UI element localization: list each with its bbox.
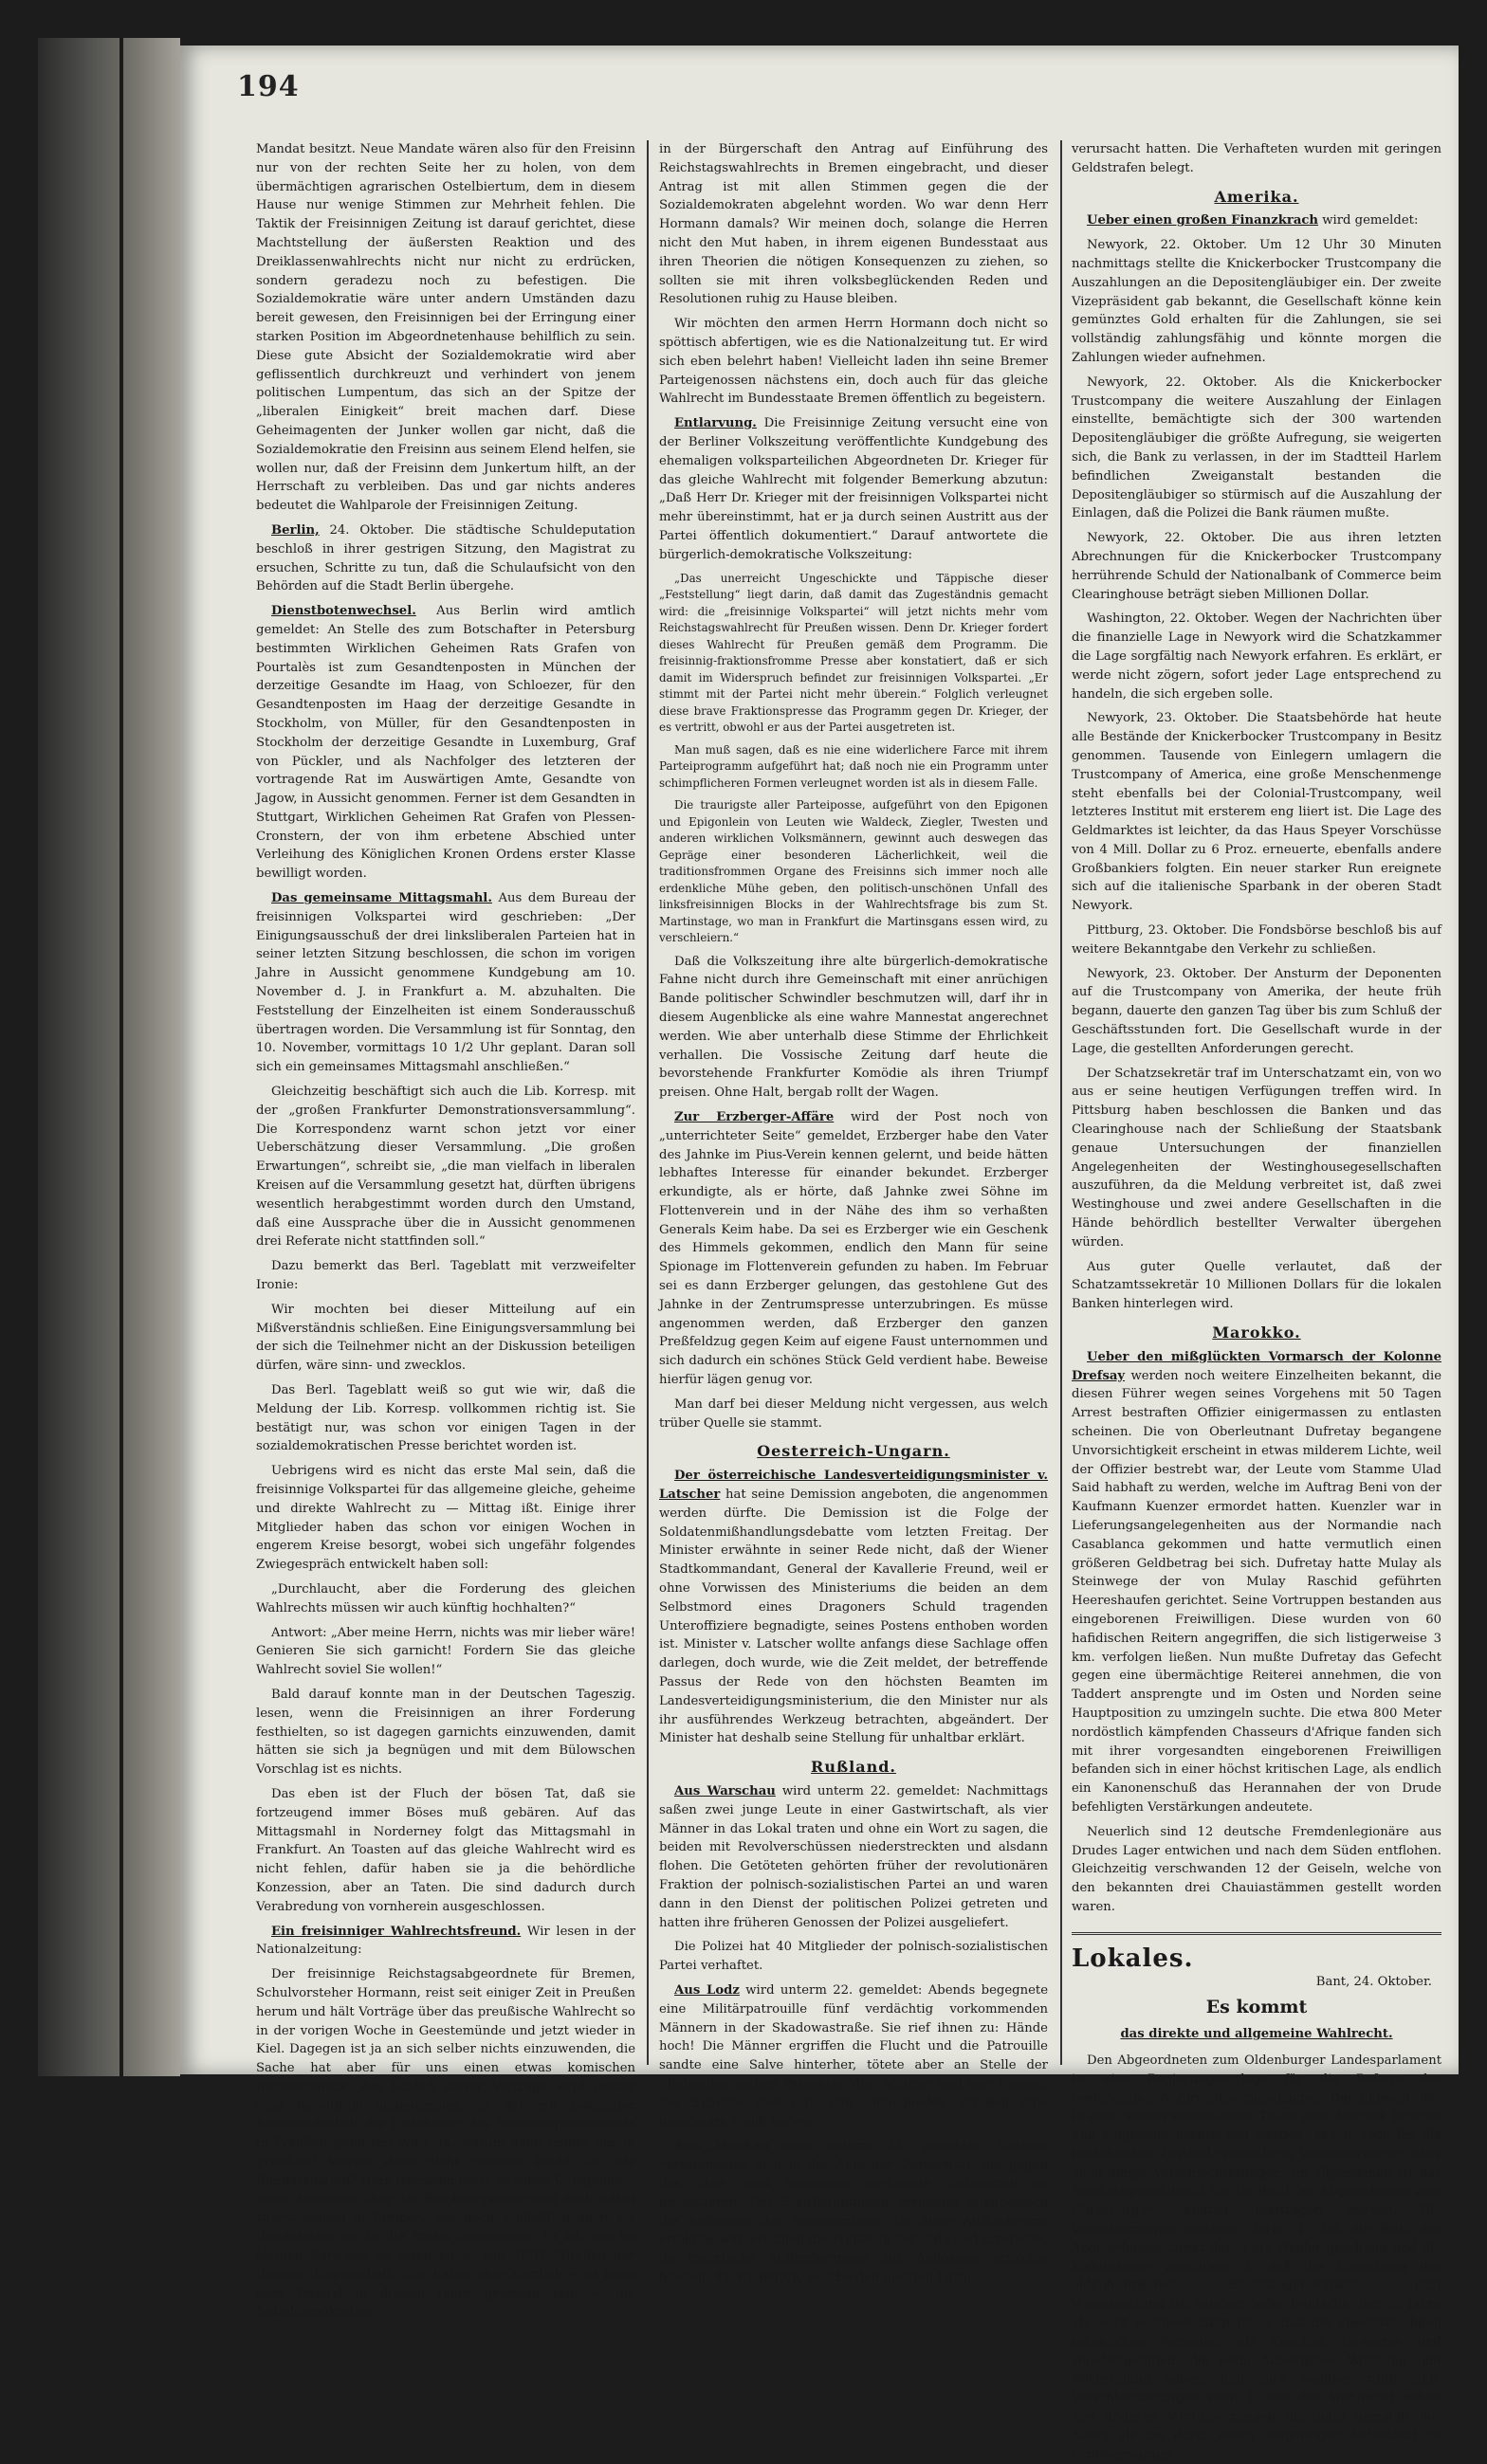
article-lead: Entlarvung. (674, 416, 757, 431)
article-text: verursacht hatten. Die Verhafteten wurden mit geringen Geldstrafen belegt. (1072, 142, 1441, 175)
article-lead: Berlin, (271, 522, 320, 538)
book-binding (38, 38, 180, 2076)
article-text: Daß die Volkszeitung ihre alte bürgerlich-demokratische Fahne nicht durch ihre Gemeinschaft mit einer anrüchigen Bande politischer Schwindler beschmutzen will, darf ihr in diesem Augenblicke als eine wahre Mannestat angerechnet werden. Wie aber unterhalb diese Stimme der Ehrlichkeit verhallen. Die Vossische Zeitung darf heute die bevorstehende Frankfurter Komödie als ihren Triumpf preisen. Ohne Halt, bergab rollt der Wagen. (659, 954, 1048, 1101)
article-moskau (659, 2137, 1048, 2287)
article-text: Der freisinnige Reichstagsabgeordnete für Bremen, Schulvorsteher Hormann, reist seit einiger Zeit in Preußen herum und hält Vorträge über das preußische Wahlrecht so in der vorigen Woche in Geestemünde und jetzt wieder in Kiel. Dagegen ist ja an sich selber nichts einzuwenden, die Sache hat aber für uns einen etwas komischen Beigeschmack: Am Schluß dieser Vorträge wird immer eine Resolution angenommen, in der mit bekannter Entschiedenheit die Einführung des Reichstagswahlrechts in Preußen gefordert wird. Ja, warum denn immer nur in Preußen? Warum denn nicht gleiches Recht für alle Bundesstaaten? Herr Hormann hätte so schon Gelegenheit, seine Ansichten über das Reichstagswahlrecht doch selbst zuerst einmal in Bremen, das doch schließlich auch ein Bundesstaat ist, in die Praxis umzusetzen. Er ist, wie im kleinen Kärtchen zu lesen steht, seit 1897 Mitglied der Bremer Bürgerschaft. Nun haben aber kürzlich — es kann kein Zweifel in diesem Jahre gewesen sein — die Sozialdemokraten (256, 1967, 635, 2320)
quoted-text: „Das unerreicht Ungeschickte und Täppische dieser „Feststellung“ liegt darin, daß damit das Zugeständnis gemacht wird: die „freisinnige Volkspartei“ will jetzt nichts mehr vom Reichstagswahlrecht für Preußen wissen. Denn Dr. Krieger fordert dieses Wahlrecht für Preußen gemäß dem Programm. Die freisinnig-fraktionsfromme Presse aber konstatiert, daß er sich damit im Widerspruch befindet zur freisinnigen Volkspartei. „Er stimmt mit der Partei nicht mehr überein.“ Folglich verleugnet diese brave Fraktionspresse das Programm gegen Dr. Krieger, der es vertritt, obwohl er aus der Partei ausgetreten ist. (659, 571, 1048, 735)
quoted-text: Man muß sagen, daß es nie eine widerlichere Farce mit ihrem Parteiprogramm aufgeführt hat; daß noch nie ein Programm unter schimpflicheren Formen verleugnet worden ist als in diesem Falle. (659, 742, 1048, 790)
column-divider-1 (647, 140, 649, 2065)
article-text: hat seine Demission angeboten, die angenommen werden dürfte. Die Demission ist die Folge der Soldatenmißhandlungsdebatte vom letzten Freitag. Der Minister erwähnte in seiner Rede nicht, daß der Wiener Stadtkommandant, General der Kavallerie Freund, weil er ohne Vorwissen des Ministeriums die beiden an dem Selbstmord eines Dragoners Schuld tragenden Unteroffiziere begnadigte, seines Postens enthoben worden ist. Minister v. Latscher wollte anfangs diese Sachlage offen darlegen, doch wurde, wie die Zeit meldet, der betreffende Passus der Rede von den höchsten Beamten im Landesverteidigungsministerium, die den Minister nur als ihr ausführendes Werkzeug betrachten, abgeändert. Der Minister hat deshalb seine Stellung für unhaltbar erklärt. (659, 1488, 1048, 1746)
article-text: Aus Berlin wird amtlich gemeldet: An Stelle des zum Botschafter in Petersburg bestimmten Wirklichen Geheimen Rats Grafen von Pourtalès ist zum Gesandtenposten in München der derzeitige Gesandte im Haag, von Schloezer, für den Gesandtenposten im Haag der derzeitige Gesandte in Stockholm, von Müller, für den Gesandtenposten in Stockholm der derzeitige Gesandte in Luxemburg, Graf von Pückler, und als Nachfolger des letzteren der vortragende Rat im Auswärtigen Amte, Gesandte von Jagow, in Aussicht genommen. Ferner ist dem Gesandten in Stuttgart, Wirklichen Geheimen Rat Grafen von Plessen-Cronstern, der von ihm erbetene Abschied unter Verleihung des Königlichen Kronen Ordens erster Klasse bewilligt worden. (256, 604, 635, 882)
article-text: Aus guter Quelle verlautet, daß der Schatzamtssekretär 10 Millionen Dollars für die lokalen Banken hinterlegen wird. (1072, 1259, 1441, 1312)
column-2 (659, 140, 1049, 2285)
article-lead: Aus Moskau (674, 2139, 770, 2154)
article-text: Wir lesen in der Nationalzeitung: (256, 1924, 635, 1958)
article-text: Den Abgeordneten zum Oldenburger Landesparlament ist eine Regierungsvorlage für die Reform des bestehenden Wahlrechtes zugegangen. Der Entwurf, der in allen seinen wesentlichen Teilen zum Abdruck bringen und eingehend besprechen werden, bringt auch für die bestehenden Zustand wesentliche Verbesserungen, aber auch einige Verschlechterungen. Im allgemeinen ist das Reichstagswahlrecht für die Wahl der Abgeordneten zum Oldenburger Landtag übertragen worden. Die Verbesserungen bestehen darin: 1. daß die Wahl der Abgeordneten direkt durch die Wähler geschieht und die Wahlmänner wegfallen; 2. daß die Erwerbung der oldenburgischen Staatsangehörigkeit nicht Voraussetzung ist, sondern jeder Deutsche, der 25 Jahre alt, auch wahlberechtigt ist; 3. daß die unselbständigen männlichen Personen, als Knechte, Gewerbe- und Handelsgehilfen, die beim Arbeitgeber Wohnung und Beköstigung haben, nun auch wahlberechtigt sind. Verschlechterungen sind: 1. daß das Wahlrecht neben den anderen Voraussetzungen abhängig gemacht des Alters als um durch einen dreijährigen Aufenthalt im Großherzogtum (1072, 2053, 1441, 2462)
article-lead: Dienstbotenwechsel. (271, 604, 416, 619)
article-warschau (659, 1782, 1048, 1932)
article-erzberger (659, 1108, 1048, 1390)
article-headline: Es kommt (1205, 1997, 1308, 2018)
article-lead: Der österreichische Landesverteidigungsminister v. Latscher (659, 1469, 1048, 1503)
article-mittagsmahl (256, 889, 635, 1077)
article-berlin (256, 521, 635, 596)
article-latscher (659, 1467, 1048, 1748)
article-text: Uebrigens wird es nicht das erste Mal sein, daß die freisinnige Volkspartei für das allgemeine gleiche, geheime und direkte Wahlrecht zu — Mittag ißt. Einige ihrer Mitglieder haben das schon vor einigen Wochen in engerem Kreise besorgt, wobei sich ungefähr folgendes Zwiegespräch entwickelt haben soll: (256, 1464, 635, 1573)
article-text: „Durchlaucht, aber die Forderung des gleichen Wahlrechts müssen wir auch künftig hochhalten?“ (256, 1581, 635, 1615)
article-text: 24. Oktober. Die städtische Schuldeputation beschloß in ihrer gestrigen Sitzung, den Magistrat zu ersuchen, Schritte zu tun, daß die Schulaufsicht von den Behörden auf die Stadt Berlin übergehe. (256, 522, 635, 594)
article-lodz (659, 1981, 1048, 2131)
dateline: Bant, 24. Oktober. (1315, 1974, 1432, 1989)
article-text: Newyork, 23. Oktober. Der Ansturm der Deponenten auf die Trustcompany von Amerika, der heute früh begann, dauerte den ganzen Tag über bis zum Schluß der Geschäftsstunden fort. Die Gesellschaft wurde in der Lage, die gestellten Anforderungen gerecht. (1072, 966, 1441, 1056)
article-text: Newyork, 22. Oktober. Um 12 Uhr 30 Minuten nachmittags stellte die Knickerbocker Trustcompany die Auszahlungen an die Depositengläubiger ein. Der zweite Vizepräsident gab bekannt, die Gesellschaft könne kein gemünztes Gold erhalten für die Zahlungen, sie sei vollständig zahlungsfähig und könnte morgen die Zahlungen wieder aufnehmen. (1072, 238, 1441, 365)
article-text: wird unterm 23. gemeldet: Gestern versammelten sich in der Aula der Universität, um gegen das über zwei Studenten verhängte Todesurteil zu protestieren. Der Stadthauptmann verlangte telephonisch die Auflösung der Versammlung. Da diese Aufforderung erfolglos war, erschien die Polizei in der Aula und arretierte, da mehrfache Aufforderungen zur Auflösung erfolglos blieben, 41 Studenten, welche den meisten Lärm (659, 2139, 1048, 2285)
article-lead: Ueber einen großen Finanzkrach (1087, 213, 1318, 228)
quoted-text: Die traurigste aller Parteiposse, aufgeführt von den Epigonen und Epigonlein von Leuten wie Waldeck, Ziegler, Twesten und anderen wirklichen Volksmännern, gewinnt auch deswegen das Gepräge einer besonderen Lächerlichkeit, weil die traditionsfrommen Organe des Freisinns sich immer noch alle erdenkliche Mühe geben, den politisch-unschönen Unfall des linksfreisinnigen Blocks in der Wahlrechtsfrage bis zum St. Martinstage, wo man in Frankfurt die Martinsgans essen wird, zu verschleiern.“ (659, 798, 1048, 945)
article-lead: Das gemeinsame Mittagsmahl. (271, 891, 492, 906)
article-subheadline: das direkte und allgemeine Wahlrecht. (1120, 2027, 1393, 2042)
article-text: Das Berl. Tageblatt weiß so gut wie wir, daß die Meldung der Lib. Korresp. vollkommen richtig ist. Sie bestätigt nur, was schon vor einigen Tagen in der sozialdemokratischen Presse berichtet worden ist. (256, 1383, 635, 1454)
article-text: Pittburg, 23. Oktober. Die Fondsbörse beschloß bis auf weitere Bekanntgabe den Verkehr zu schließen. (1072, 923, 1441, 957)
article-lead: Aus Lodz (674, 1982, 740, 1998)
section-heading-marokko: Marokko. (1212, 1323, 1301, 1342)
section-heading-oesterreich: Oesterreich-Ungarn. (757, 1442, 950, 1461)
article-text: Newyork, 22. Oktober. Die aus ihren letzten Abrechnungen für die Knickerbocker Trustcompany herrührende Schuld der Nationalbank of Commerce beim Clearinghouse beträgt sieben Millionen Dollar. (1072, 531, 1441, 602)
article-text: wird gemeldet: (1322, 213, 1419, 228)
article-text: Newyork, 22. Oktober. Als die Knickerbocker Trustcompany die weitere Auszahlung der Einlagen einstellte, bemächtigte sich der 300 wartenden Depositengläubiger die größte Aufregung, sie weigerten sich, die Bank zu verlassen, in der im Stadtteil Harlem befindlichen Zweiganstalt bestanden die Depositengläubiger so stürmisch auf die Auszahlung der Einlagen, daß die Polizei die Bank räumen mußte. (1072, 374, 1441, 521)
article-text: Bald darauf konnte man in der Deutschen Tageszig. lesen, wenn die Freisinnigen an ihrer Forderung festhielten, so ist dagegen garnichts einzuwenden, damit hätten sie sich ja begnügen und mit dem Bülowschen Vorschlag ist es nichts. (256, 1687, 635, 1778)
article-text: in der Bürgerschaft den Antrag auf Einführung des Reichstagswahlrechts in Bremen eingebracht, und dieser Antrag ist mit allen Stimmen gegen die der Sozialdemokraten abgelehnt worden. Wo war denn Herr Hormann damals? Wir meinen doch, solange die Herren nicht den Mut haben, in ihrem eigenen Bundesstaat aus ihren Theorien die nötigen Konsequenzen zu ziehen, so sollten sie mit ihren volksbeglückenden Reden und Resolutionen ruhig zu Hause bleiben. (659, 142, 1048, 307)
article-lead: Aus Warschau (674, 1784, 776, 1798)
article-text: Antwort: „Aber meine Herrn, nichts was mir lieber wäre! Genieren Sie sich garnicht! Fordern Sie das gleiche Wahlrecht soviel Sie wollen!“ (256, 1625, 635, 1678)
article-text: Washington, 22. Oktober. Wegen der Nachrichten über die finanzielle Lage in Newyork wird die Schatzkammer die Lage sorgfältig nach Newyork erfahren. Es erklärt, er werde nicht zögern, sofort jeder Lage entsprechend zu handeln, die sich ergeben solle. (1072, 611, 1441, 702)
column-1 (256, 140, 636, 2320)
article-text: Die Polizei hat 40 Mitglieder der polnisch-sozialistischen Partei verhaftet. (659, 1940, 1048, 1974)
article-text: Dazu bemerkt das Berl. Tageblatt mit verzweifelter Ironie: (256, 1259, 635, 1293)
column-divider-2 (1060, 140, 1062, 2065)
article-text: Newyork, 23. Oktober. Die Staatsbehörde hat heute alle Bestände der Knickerbocker Trustcompany in Besitz genommen. Tausende von Einlegern umlagern die Trustcompany of America, eine große Menschenmenge steht ebenfalls bei der Colonial-Trustcompany, weil letzteres Institut mit ersterem eng liiert ist. Die Lage des Geldmarktes ist leichter, da das Haus Speyer Vorschüsse von 4 Mill. Dollar zu 6 Proz. erneuerte, ebenfalls andere Großbankiers folgten. Ein neuer starker Run ereignete sich auf die italienische Sparbank in der oberen Stadt Newyork. (1072, 711, 1441, 914)
article-text: Wir mochten bei dieser Mitteilung auf ein Mißverständnis schließen. Eine Einigungsversammlung bei der sich die Teilnehmer nicht an der Diskussion beteiligen dürfen, wäre sinn- und zwecklos. (256, 1302, 635, 1374)
article-wahlrechtsfreund (256, 1923, 635, 1961)
section-heading-lokales: Lokales. (1072, 1944, 1194, 1973)
article-text: Neuerlich sind 12 deutsche Fremdenlegionäre aus Drudes Lager entwichen und nach dem Süden entflohen. Gleichzeitig verschwanden 12 der Geiseln, welche von den bekannten drei Chauiastämmen gestellt worden waren. (1072, 1824, 1441, 1914)
article-text: Der Schatzsekretär traf im Unterschatzamt ein, von wo aus er seine heutigen Verfügungen treffen wird. In Pittsburg haben beschlossen die Banken und das Clearinghouse nach der Schließung der Staatsbank genaue Untersuchungen der finanziellen Angelegenheiten der Westinghousegesellschaften auszuführen, da die Meldung verbreitet ist, daß zwei Westinghouse und zwei andere Gesellschaften in die Hände behördlich bestellter Verwalter übergehen würden. (1072, 1066, 1441, 1250)
article-finanzkrach (1072, 211, 1441, 230)
article-text: wird unterm 22. gemeldet: Abends begegnete eine Militärpatrouille fünf verdächtig vorkommenden Männern in der Skadowastraße. Sie rief ihnen zu: Hände hoch! Die Männer ergriffen die Flucht und die Patrouille sandte eine Salve hinterher, tötete aber an Stelle der Fliehenden sieben Passanten drei Männer und vier Frauen. Die Schüsse riefen in den umliegenden Straßen eine ungeheure Panik hervor. (659, 1982, 1049, 2129)
section-lokales (1072, 1932, 1441, 2464)
article-text: Das eben ist der Fluch der bösen Tat, daß sie fortzeugend immer Böses muß gebären. Auf das Mittagsmahl in Norderney folgt das Mittagsmahl in Frankfurt. An Toasten auf das gleiche Wahlrecht wird es nicht fehlen, dafür haben sie ja die behördliche Konzession, aber an Taten. Die sind dadurch durch Verabredung von vornherein ausgeschlossen. (256, 1786, 635, 1914)
article-text: Aus dem Bureau der freisinnigen Volkspartei wird geschrieben: „Der Einigungsausschuß der drei linksliberalen Parteien hat in seiner letzten Sitzung beschlossen, die schon im vorigen Jahre in Aussicht genommene Kundgebung am 10. November d. J. in Frankfurt a. M. abzuhalten. Die Feststellung der Einzelheiten ist einem Sonderausschuß übertragen worden. Die Versammlung ist für Sonntag, den 10. November, vormittags 10 1/2 Uhr geplant. Daran soll sich ein gemeinsames Mittagsmahl anschließen.“ (256, 891, 636, 1075)
article-text: werden noch weitere Einzelheiten bekannt, die diesen Führer wegen seines Vorgehens mit 50 Tagen Arrest bestraften Offizier einigermassen zu entlasten scheinen. Die von Oberleutnant Dufretay begangene Unvorsichtigkeit erscheint in etwas milderem Lichte, weil der Offizier bestrebt war, der Leute vom Stamme Ulad Said habhaft zu werden, welche im Auftrag Beni von der Kaufmann Kuenzer ermordet hatten. Kuenzler war in Lieferungsangelegenheiten aus der Normandie nach Casablanca gekommen und hatte vermutlich einen größeren Geldbetrag bei sich. Dufretay hatte Mulay als Steinwege der von Mulay Raschid geführten Heereshaufen gerichtet. Seine Vortruppen bestanden aus eingeborenen Freiwilligen. Diese wurden von 60 hafidischen Reitern angegriffen, die sich listigerweise 3 km. verfolgen ließen. Nun mußte Dufretay das Gefecht gegen eine übermächtige Reiterei annehmen, die von Taddert ansprengte und im Osten und Norden seine Hauptposition zu umzingeln suchte. Die etwa 800 Meter nordöstlich kämpfenden Chasseurs d'Afrique fanden sich mit ihrer vorgesandten eingeborenen Freiwilligen befanden sich in einer höchst kritischen Lage, als endlich ein Kanonenschuß das Herannahen der von Drude befehligten Verstärkungen andeutete. (1072, 1368, 1441, 1815)
article-text: wird unterm 22. gemeldet: Nachmittags saßen zwei junge Leute in einer Gastwirtschaft, als vier Männer in das Lokal traten und ohne ein Wort zu sagen, die beiden mit Revolverschüssen niederstreckten und alsdann flohen. Die Getöteten gehörten früher der revolutionären Fraktion der polnisch-sozialistischen Partei an und waren dann in den Dienst der politischen Polizei getreten und hatten ihre früheren Genossen der Polizei ausgeliefert. (659, 1784, 1049, 1930)
article-dienstbotenwechsel (256, 602, 635, 884)
article-text: Mandat besitzt. Neue Mandate wären also für den Freisinn nur von der rechten Seite her zu holen, von dem übermächtigen agrarischen Ostelbiertum, dem in diesem Hause nur wenige Stimmen zur Mehrheit fehlen. Die Taktik der Freisinnigen Zeitung ist darauf gerichtet, diese Machtstellung der äußersten Reaktion und des Dreiklassenwahlrechts nicht nur nicht zu erdrücken, sondern geradezu noch zu befestigen. Die Sozialdemokratie wäre unter andern Umständen dazu bereit gewesen, den Freisinnigen bei der Erringung einer starken Position im Abgeordnetenhause behilflich zu sein. Diese gute Absicht der Sozialdemokratie wird aber geflissentlich durchkreuzt und verhindert von jenem politischen Lumpentum, das sich an der Spitze der „liberalen Einigkeit“ breit machen darf. Diese Geheimagenten der Junker wollen gar nicht, daß die Sozialdemokratie den Freisinn aus seinem Elend helfen, sie wollen nur, daß der Freisinn dem Junkertum hilft, an der Herrschaft zu verbleiben. Das und gar nichts anderes bedeutet die Wahlparole der Freisinnigen Zeitung. (256, 142, 635, 514)
article-entlarvung (659, 414, 1048, 564)
column-3 (1072, 140, 1441, 2462)
article-kolonne (1072, 1348, 1441, 1817)
section-heading-amerika: Amerika. (1214, 187, 1299, 206)
article-lead: Zur Erzberger-Affäre (674, 1109, 835, 1124)
article-lead: Ein freisinniger Wahlrechtsfreund. (271, 1924, 522, 1939)
article-text: Die Freisinnige Zeitung versucht eine von der Berliner Volkszeitung veröffentlichte Kundgebung des ehemaligen volksparteilichen Abgeordneten Dr. Krieger für das gleiche Wahlrecht mit folgender Bemerkung abzutun: „Daß Herr Dr. Krieger mit der freisinnigen Volkspartei nicht mehr übereinstimmt, hat er ja durch seinen Austritt aus der Partei öffentlich dokumentiert.“ Darauf antwortete die bürgerlich-demokratische Volkszeitung: (659, 416, 1048, 562)
article-text: Man darf bei dieser Meldung nicht vergessen, aus welch trüber Quelle sie stammt. (659, 1396, 1048, 1431)
article-lead: Ueber den mißglückten Vormarsch der Kolonne Drefsay (1072, 1349, 1441, 1383)
newspaper-page (180, 46, 1459, 2462)
article-text: Wir möchten den armen Herrn Hormann doch nicht so spöttisch abfertigen, wie es die Nationalzeitung tut. Er wird sich eben belehrt haben! Vielleicht laden ihn seine Bremer Parteigenossen nächstens ein, doch auch für das gleiche Wahlrecht im Bundesstaate Bremen öffentlich zu begeistern. (659, 317, 1048, 407)
article-text: Gleichzeitig beschäftigt sich auch die Lib. Korresp. mit der „großen Frankfurter Demonstrationsversammlung“. Die Korrespondenz warnt schon jetzt vor einer Ueberschätzung dieser Versammlung. „Die großen Erwartungen“, schreibt sie, „die man vielfach in liberalen Kreisen auf die Versammlung gesetzt hat, dürften übrigens wesentlich herabgestimmt worden durch den Umstand, daß eine Aussprache über die in Aussicht genommenen drei Referate nicht stattfinden soll.“ (256, 1085, 635, 1250)
section-heading-russland: Rußland. (811, 1758, 896, 1777)
article-text: wird der Post noch von „unterrichteter Seite“ gemeldet, Erzberger habe den Vater des Jahnke im Pius-Verein kennen gelernt, und beide hätten lebhaftes Interesse für einander bekundet. Erzberger erkundigte, als er hörte, daß Jahnke zwei Söhne im Flottenverein und in der Nähe des ihm so verhaßten Generals Keim habe. Da sei es Erzberger wie ein Geschenk des Himmels gekommen, endlich den Mann für seine Spionage im Flottenverein gefunden zu haben. Im Februar sei es dann Erzberger gelungen, das gestohlene Gut des Jahnke in der Zentrumspresse unterzubringen. Es müsse angenommen werden, daß Erzberger den ganzen Preßfeldzug gegen Keim auf eigene Faust unternommen und sich dadurch ein schönes Stück Geld verdient habe. Beweise hierfür lägen genug vor. (659, 1109, 1048, 1388)
page-number: 194 (237, 70, 300, 103)
